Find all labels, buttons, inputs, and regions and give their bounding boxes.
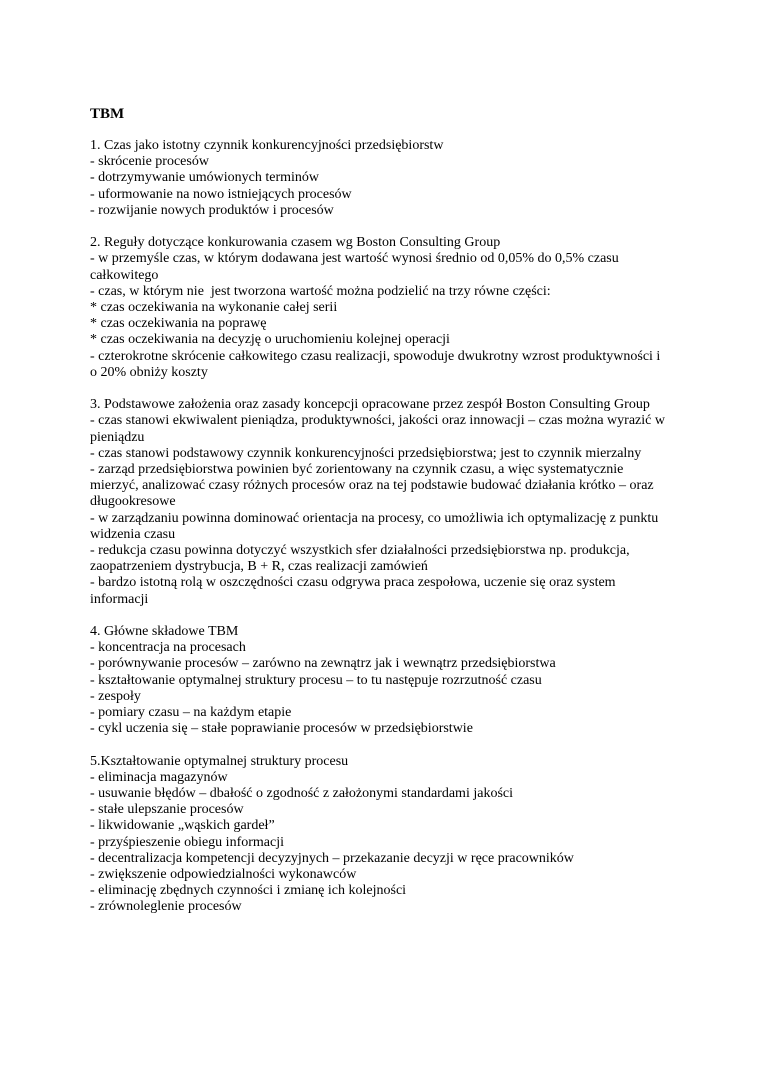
section-line: - rozwijanie nowych produktów i procesów: [90, 202, 334, 218]
section-3: [90, 397, 675, 608]
section-line: - zwiększenie odpowiedzialności wykonawców: [90, 867, 357, 883]
section-line: * czas oczekiwania na poprawę: [90, 316, 267, 332]
section-1: [90, 138, 675, 219]
section-line: - w przemyśle czas, w którym dodawana jest wartość wynosi średnio od 0,05% do 0,5% czasu: [90, 251, 619, 267]
section-line: - stałe ulepszanie procesów: [90, 802, 244, 818]
section-line: * czas oczekiwania na wykonanie całej serii: [90, 300, 338, 316]
section-heading: 4. Główne składowe TBM: [90, 624, 239, 640]
section-line: - usuwanie błędów – dbałość o zgodność z założonymi standardami jakości: [90, 786, 513, 802]
section-line: - dotrzymywanie umówionych terminów: [90, 170, 320, 186]
section-line: - czas stanowi podstawowy czynnik konkurencyjności przedsiębiorstwa; jest to czynnik mierzalny: [90, 445, 642, 461]
section-heading: 3. Podstawowe założenia oraz zasady koncepcji opracowane przez zespół Boston Consulting Group: [90, 397, 650, 413]
section-line: - skrócenie procesów: [90, 154, 209, 170]
section-line: informacji: [90, 591, 149, 607]
section-line: - czas stanowi ekwiwalent pieniądza, produktywności, jakości oraz innowacji – czas można wyrazić w: [90, 413, 665, 429]
section-line: - zrównoleglenie procesów: [90, 899, 242, 915]
document-body: [90, 138, 675, 932]
section-line: o 20% obniży koszty: [90, 364, 208, 380]
section-line: - przyśpieszenie obiegu informacji: [90, 834, 284, 850]
section-line: - uformowanie na nowo istniejących procesów: [90, 186, 352, 202]
section-line: - likwidowanie „wąskich gardeł”: [90, 818, 275, 834]
section-heading: 1. Czas jako istotny czynnik konkurencyjności przedsiębiorstw: [90, 138, 444, 153]
section-line: - pomiary czasu – na każdym etapie: [90, 705, 292, 721]
section-line: - redukcja czasu powinna dotyczyć wszystkich sfer działalności przedsiębiorstwa np. produkcja,: [90, 543, 630, 559]
section-line: - eliminacja magazynów: [90, 769, 228, 785]
section-line: mierzyć, analizować czasy różnych procesów oraz na tej podstawie budować działania krótko – oraz: [90, 478, 654, 494]
section-heading: 5.Kształtowanie optymalnej struktury procesu: [90, 753, 349, 769]
section-line: - porównywanie procesów – zarówno na zewnątrz jak i wewnątrz przedsiębiorstwa: [90, 656, 556, 672]
section-2: [90, 235, 675, 381]
section-line: - decentralizacja kompetencji decyzyjnych – przekazanie decyzji w ręce pracowników: [90, 850, 574, 866]
section-line: - w zarządzaniu powinna dominować orientacja na procesy, co umożliwia ich optymalizację z punktu: [90, 510, 659, 526]
section-line: - cykl uczenia się – stałe poprawianie procesów w przedsiębiorstwie: [90, 721, 473, 737]
section-line: - zespoły: [90, 688, 141, 704]
section-line: - czterokrotne skrócenie całkowitego czasu realizacji, spowoduje dwukrotny wzrost produktywności i: [90, 348, 661, 364]
section-line: - koncentracja na procesach: [90, 640, 246, 656]
section-line: całkowitego: [90, 267, 159, 283]
section-line: - zarząd przedsiębiorstwa powinien być zorientowany na czynnik czasu, a więc systematycznie: [90, 462, 624, 478]
section-line: - czas, w którym nie jest tworzona wartość można podzielić na trzy równe części:: [90, 283, 551, 299]
section-line: - bardzo istotną rolą w oszczędności czasu odgrywa praca zespołowa, uczenie się oraz system: [90, 575, 616, 591]
section-heading: 2. Reguły dotyczące konkurowania czasem wg Boston Consulting Group: [90, 235, 501, 251]
section-4: [90, 624, 675, 737]
section-line: - kształtowanie optymalnej struktury procesu – to tu następuje rozrzutność czasu: [90, 672, 542, 688]
document-title: TBM: [90, 106, 125, 122]
section-line: - eliminację zbędnych czynności i zmianę ich kolejności: [90, 883, 407, 899]
section-line: długookresowe: [90, 494, 176, 510]
section-line: * czas oczekiwania na decyzję o uruchomieniu kolejnej operacji: [90, 332, 450, 348]
section-5: [90, 754, 675, 916]
section-line: widzenia czasu: [90, 526, 176, 542]
section-line: pieniądzu: [90, 429, 145, 445]
section-line: zaopatrzeniem dystrybucja, B + R, czas realizacji zamówień: [90, 559, 428, 575]
